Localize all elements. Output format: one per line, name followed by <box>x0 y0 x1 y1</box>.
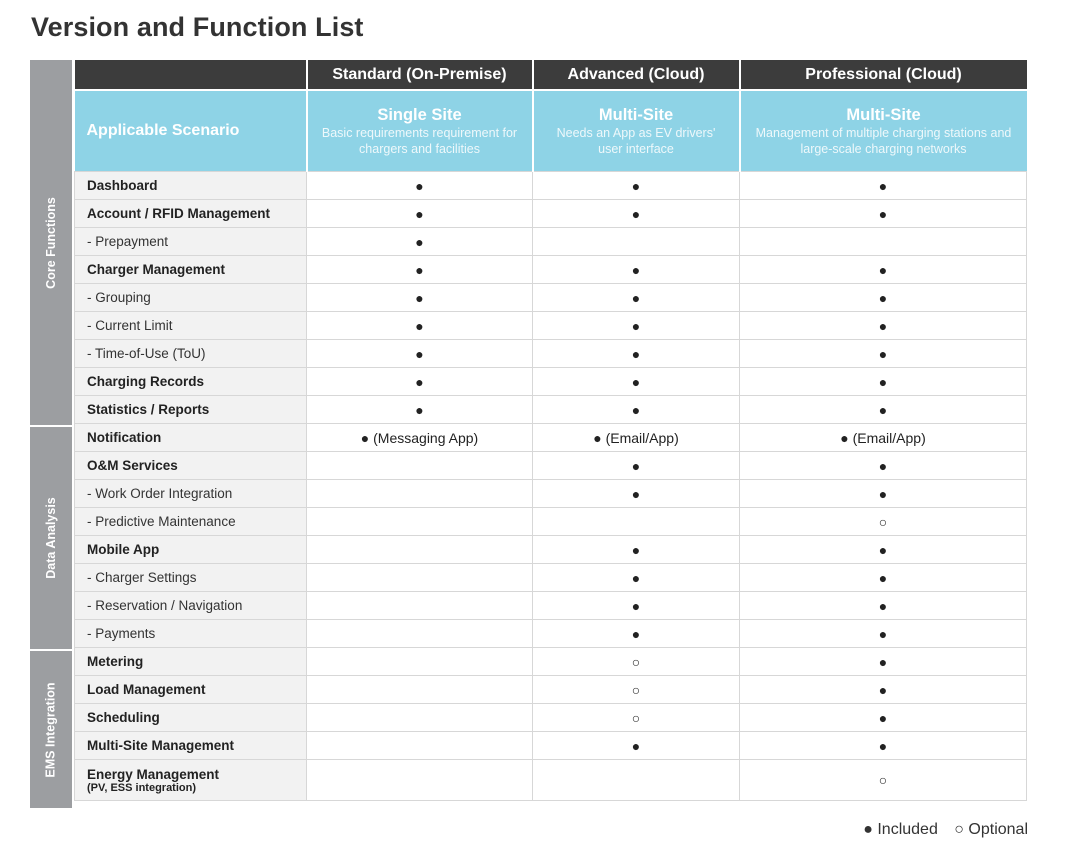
cell-professional: ● <box>740 732 1027 760</box>
header-advanced: Advanced (Cloud) <box>533 60 740 90</box>
table-row <box>75 284 1027 312</box>
table-row <box>75 732 1027 760</box>
cell-professional: ● <box>740 704 1027 732</box>
cell-professional: ● <box>740 312 1027 340</box>
cell-advanced <box>533 228 740 256</box>
cell-advanced: ● <box>533 452 740 480</box>
cell-professional: ● <box>740 200 1027 228</box>
table-row <box>75 480 1027 508</box>
cell-advanced: ● <box>533 480 740 508</box>
cell-professional: ● <box>740 396 1027 424</box>
row-label: Charger Management <box>75 256 307 284</box>
cell-professional: ● <box>740 340 1027 368</box>
cell-standard <box>307 452 533 480</box>
cell-standard: ● <box>307 256 533 284</box>
cell-standard <box>307 732 533 760</box>
row-label: Dashboard <box>75 172 307 200</box>
cell-standard: ● (Messaging App) <box>307 424 533 452</box>
table-row <box>75 228 1027 256</box>
cell-advanced: ● <box>533 256 740 284</box>
table-row <box>75 452 1027 480</box>
cell-standard: ● <box>307 312 533 340</box>
scenario-professional <box>740 90 1027 172</box>
cell-standard <box>307 480 533 508</box>
table-row <box>75 368 1027 396</box>
cell-advanced: ● <box>533 620 740 648</box>
cell-advanced <box>533 760 740 801</box>
cell-advanced: ● <box>533 200 740 228</box>
group-label: EMS Integration <box>44 681 58 778</box>
cell-advanced: ● <box>533 312 740 340</box>
legend-included: ● Included <box>863 821 938 838</box>
header-row <box>75 60 1027 90</box>
cell-standard: ● <box>307 228 533 256</box>
group-data-analysis <box>30 427 72 649</box>
group-label: Core Functions <box>44 196 59 289</box>
row-label: Multi-Site Management <box>75 732 307 760</box>
row-label: - Prepayment <box>75 228 307 256</box>
row-label: Mobile App <box>75 536 307 564</box>
scenario-row <box>75 90 1027 172</box>
scenario-desc: Needs an App as EV drivers' user interface <box>556 125 716 156</box>
cell-standard <box>307 648 533 676</box>
cell-professional: ● <box>740 368 1027 396</box>
cell-advanced: ● <box>533 536 740 564</box>
cell-advanced: ○ <box>533 704 740 732</box>
cell-standard: ● <box>307 368 533 396</box>
scenario-desc: Management of multiple charging stations and large-scale charging networks <box>755 125 1012 156</box>
cell-professional: ○ <box>740 508 1027 536</box>
function-table <box>74 60 1027 801</box>
table-row <box>75 340 1027 368</box>
cell-standard <box>307 676 533 704</box>
legend <box>851 821 1028 839</box>
cell-advanced: ● <box>533 732 740 760</box>
cell-advanced: ● <box>533 368 740 396</box>
cell-standard <box>307 592 533 620</box>
cell-standard: ● <box>307 284 533 312</box>
table-row <box>75 200 1027 228</box>
scenario-title: Single Site <box>377 105 462 124</box>
row-label: Load Management <box>75 676 307 704</box>
cell-advanced: ● <box>533 340 740 368</box>
row-label: - Work Order Integration <box>75 480 307 508</box>
cell-professional: ● (Email/App) <box>740 424 1027 452</box>
row-label: Metering <box>75 648 307 676</box>
cell-professional: ● <box>740 480 1027 508</box>
cell-advanced: ○ <box>533 676 740 704</box>
cell-professional: ○ <box>740 760 1027 801</box>
cell-advanced: ● (Email/App) <box>533 424 740 452</box>
group-ems-integration <box>30 651 72 808</box>
table-row <box>75 620 1027 648</box>
row-label: - Predictive Maintenance <box>75 508 307 536</box>
table-row <box>75 704 1027 732</box>
row-label: Scheduling <box>75 704 307 732</box>
cell-advanced <box>533 508 740 536</box>
cell-professional: ● <box>740 620 1027 648</box>
row-label: Statistics / Reports <box>75 396 307 424</box>
table-row <box>75 536 1027 564</box>
header-professional: Professional (Cloud) <box>740 60 1027 90</box>
cell-professional: ● <box>740 172 1027 200</box>
header-blank <box>75 60 307 90</box>
row-label: - Charger Settings <box>75 564 307 592</box>
table-row <box>75 312 1027 340</box>
cell-professional <box>740 228 1027 256</box>
cell-professional: ● <box>740 256 1027 284</box>
cell-advanced: ● <box>533 564 740 592</box>
row-label: - Current Limit <box>75 312 307 340</box>
scenario-advanced <box>533 90 740 172</box>
row-label: Charging Records <box>75 368 307 396</box>
table-row <box>75 648 1027 676</box>
page-title: Version and Function List <box>31 12 364 42</box>
cell-standard <box>307 536 533 564</box>
table-row <box>75 592 1027 620</box>
cell-advanced: ● <box>533 284 740 312</box>
cell-professional: ● <box>740 592 1027 620</box>
cell-standard: ● <box>307 200 533 228</box>
cell-professional: ● <box>740 676 1027 704</box>
row-label-text: Energy Management <box>87 766 220 782</box>
cell-professional: ● <box>740 536 1027 564</box>
row-label: - Time-of-Use (ToU) <box>75 340 307 368</box>
scenario-title: Multi-Site <box>598 105 674 124</box>
cell-professional: ● <box>740 564 1027 592</box>
row-label: Account / RFID Management <box>75 200 307 228</box>
cell-professional: ● <box>740 284 1027 312</box>
cell-professional: ● <box>740 648 1027 676</box>
row-label <box>75 760 307 801</box>
table-row <box>75 424 1027 452</box>
table-row <box>75 508 1027 536</box>
cell-advanced: ○ <box>533 648 740 676</box>
cell-standard <box>307 704 533 732</box>
category-sidebar <box>30 60 72 808</box>
cell-professional: ● <box>740 452 1027 480</box>
cell-standard <box>307 760 533 801</box>
cell-standard: ● <box>307 340 533 368</box>
table-row <box>75 396 1027 424</box>
cell-advanced: ● <box>533 396 740 424</box>
row-label: - Payments <box>75 620 307 648</box>
cell-standard: ● <box>307 172 533 200</box>
cell-standard <box>307 620 533 648</box>
cell-advanced: ● <box>533 172 740 200</box>
cell-standard <box>307 508 533 536</box>
table-row <box>75 760 1027 801</box>
scenario-label: Applicable Scenario <box>75 90 307 172</box>
table-row <box>75 676 1027 704</box>
cell-advanced: ● <box>533 592 740 620</box>
cell-standard: ● <box>307 396 533 424</box>
scenario-standard <box>307 90 533 172</box>
row-label-note: (PV, ESS integration) <box>87 781 197 794</box>
group-label: Data Analysis <box>44 497 58 579</box>
header-standard: Standard (On-Premise) <box>307 60 533 90</box>
row-label: - Grouping <box>75 284 307 312</box>
legend-optional: ○ Optional <box>954 821 1028 838</box>
table-row <box>75 256 1027 284</box>
scenario-title: Multi-Site <box>846 105 921 124</box>
row-label: - Reservation / Navigation <box>75 592 307 620</box>
group-core-functions <box>30 60 72 425</box>
cell-standard <box>307 564 533 592</box>
table-row <box>75 564 1027 592</box>
row-label: O&M Services <box>75 452 307 480</box>
table-row <box>75 172 1027 200</box>
row-label: Notification <box>75 424 307 452</box>
scenario-desc: Basic requirements requirement for chargers and facilities <box>321 125 518 156</box>
